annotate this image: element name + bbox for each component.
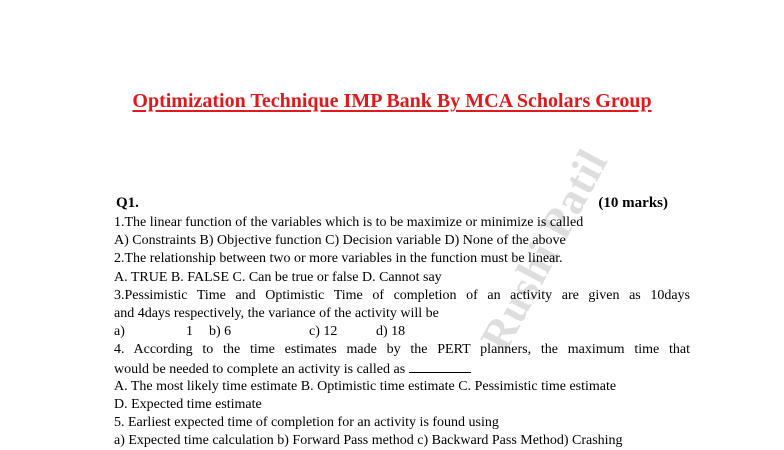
question-4-options-line-2: D. Expected time estimate bbox=[114, 396, 262, 412]
question-4-line-2 bbox=[114, 360, 690, 378]
question-2: 2.The relationship between two or more variables in the function must be linear. bbox=[114, 251, 563, 267]
question-3-options bbox=[114, 323, 690, 341]
question-4-options-line-1: A. The most likely time estimate B. Optimistic time estimate C. Pessimistic time estimate bbox=[114, 378, 617, 394]
watermark: Rushi Patil bbox=[470, 141, 618, 359]
question-3-line-1: 3.Pessimistic Time and Optimistic Time of completion of an activity are given as 10days bbox=[114, 287, 690, 303]
question-1-options: A) Constraints B) Objective function C) Decision variable D) None of the above bbox=[114, 233, 566, 249]
question-4-line-1: 4. According to the time estimates made by the PERT planners, the maximum time that bbox=[114, 342, 690, 358]
option-a-label: a) bbox=[114, 324, 125, 340]
marks-label: (10 marks) bbox=[598, 195, 668, 211]
question-label: Q1. bbox=[116, 195, 139, 211]
question-5-options: a) Expected time calculation b) Forward Pass method c) Backward Pass Method) Crashing bbox=[114, 433, 623, 449]
document-title: Optimization Technique IMP Bank By MCA Scholars Group bbox=[132, 90, 652, 112]
question-2-options: A. TRUE B. FALSE C. Can be true or false D. Cannot say bbox=[114, 269, 442, 285]
question-body bbox=[114, 214, 690, 450]
answer-blank bbox=[409, 360, 471, 373]
option-d: d) 18 bbox=[376, 324, 406, 340]
option-c: c) 12 bbox=[309, 324, 338, 340]
question-5: 5. Earliest expected time of completion for an activity is found using bbox=[114, 415, 499, 431]
question-3-line-2: and 4days respectively, the variance of the activity will be bbox=[114, 305, 439, 321]
question-4-line-2-text: would be needed to complete an activity is called as bbox=[114, 361, 406, 377]
option-b: b) 6 bbox=[209, 324, 232, 340]
question-1: 1.The linear function of the variables which is to be maximize or minimize is called bbox=[114, 215, 584, 230]
option-a-value: 1 bbox=[186, 324, 193, 340]
